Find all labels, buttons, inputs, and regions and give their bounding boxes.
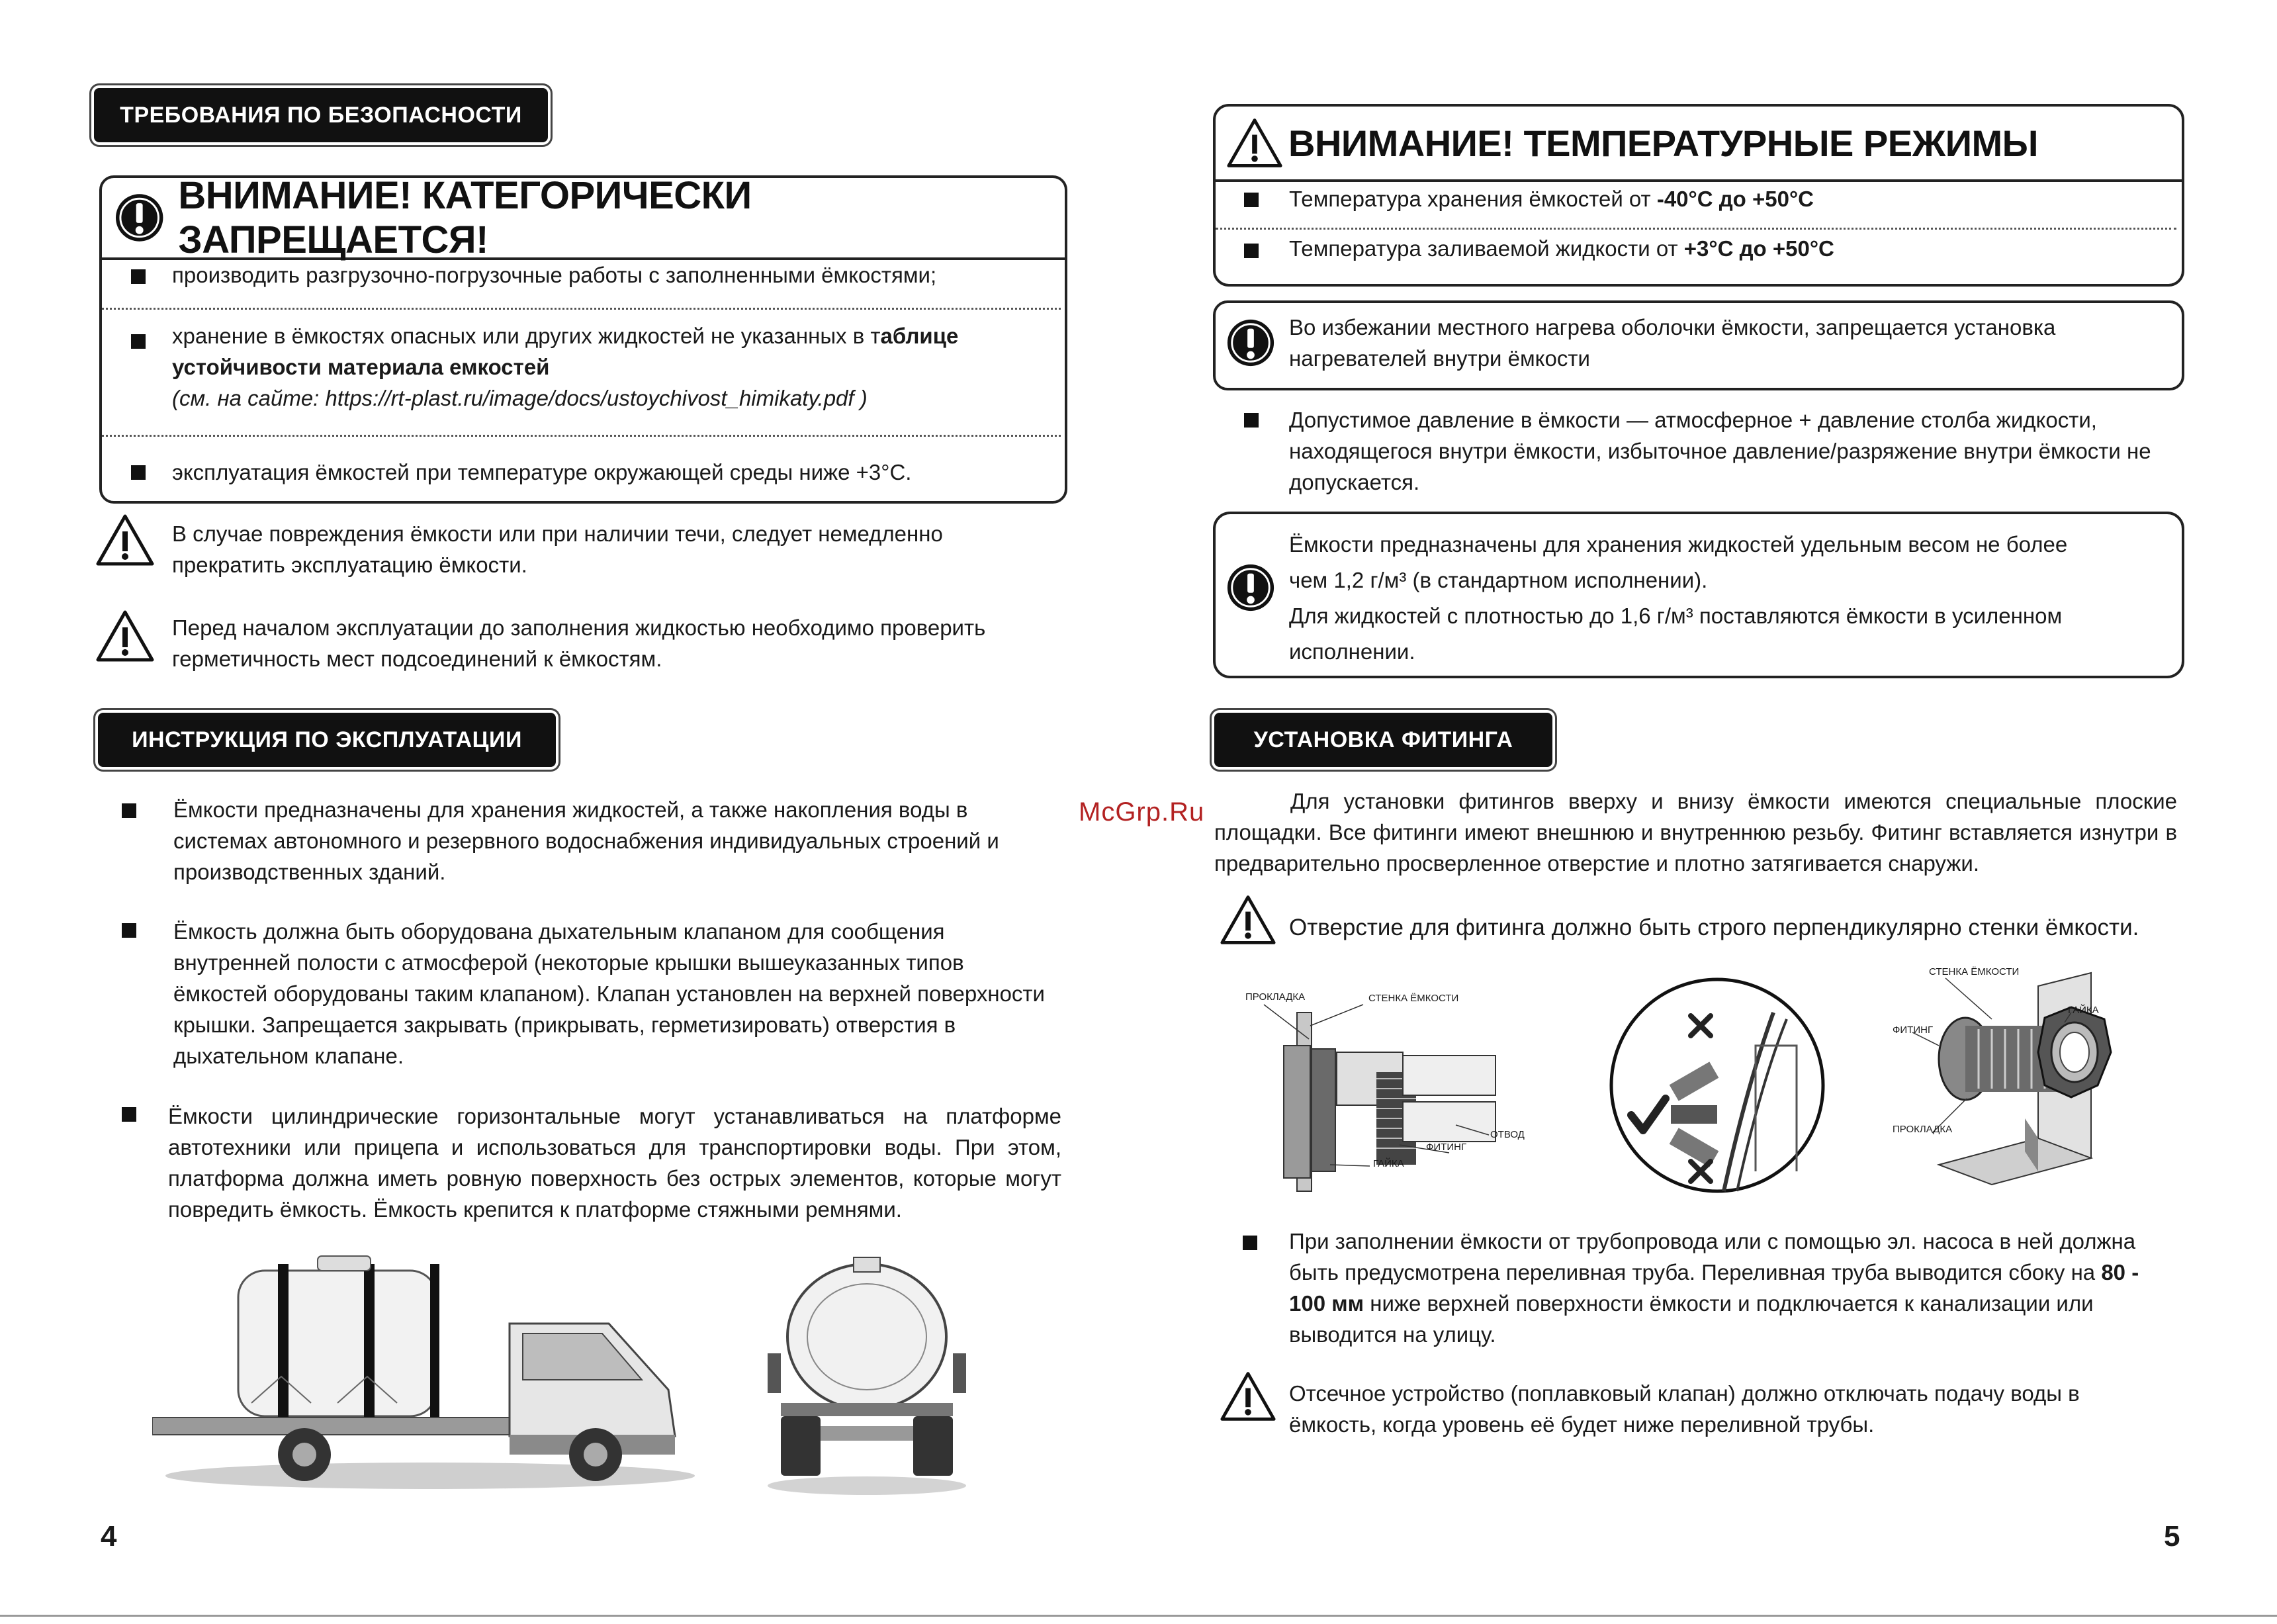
label-tank-wall: СТЕНКА ЁМКОСТИ xyxy=(1929,966,2020,977)
truck-with-tank-illustration xyxy=(152,1244,708,1496)
storage-temperature-value: -40°С до +50°С xyxy=(1656,187,1814,211)
fitting-cross-section-diagram xyxy=(1244,986,1535,1204)
overflow-pipe-text xyxy=(1289,1226,2169,1350)
fitting-section-tab xyxy=(1214,713,1552,767)
warning-triangle-icon xyxy=(1220,1370,1276,1423)
page-number-right: 5 xyxy=(2164,1520,2180,1553)
divider xyxy=(102,435,1061,437)
warning-triangle-icon xyxy=(1220,893,1276,946)
warning-triangle-icon xyxy=(95,513,155,567)
forbidden-item-2 xyxy=(172,320,1052,414)
forbidden-item-2-text: хранение в ёмкостях опасных или других жидкостей не указанных в т xyxy=(172,324,881,348)
fitting-angle-diagram xyxy=(1605,973,1830,1198)
density-line-4: исполнении. xyxy=(1289,639,1415,664)
label-gasket: ПРОКЛАДКА xyxy=(1245,991,1306,1003)
warning-leak-check-text: Перед началом эксплуатации до заполнения жидкостью необходимо проверить герметичность мест подсоединений к ёмкостям. xyxy=(172,615,986,671)
storage-temperature-row xyxy=(1289,183,2163,214)
bullet xyxy=(1244,244,1259,258)
storage-temperature-label: Температура хранения ёмкостей от xyxy=(1289,187,1657,211)
resistance-table-link[interactable]: (см. на сайте: https://rt-plast.ru/image/docs/ustoychivost_himikaty.pdf ) xyxy=(172,386,868,410)
instruction-item-3: Ёмкости цилиндрические горизонтальные могут устанавливаться на платформе автотехники или прицепа и использоваться для транспортировки воды. При этом, платформа должна иметь ровную поверхность без острых элементов, которые могут повредить ёмкость. Ёмкость крепится к платформе стяжными ремнями. xyxy=(168,1104,1061,1222)
divider xyxy=(102,308,1061,310)
bullet xyxy=(131,465,146,480)
heater-warning-text: Во избежании местного нагрева оболочки ёмкости, запрещается установка нагревателей внутри ёмкости xyxy=(1289,315,2056,371)
bullet xyxy=(131,269,146,284)
exclamation-circle-icon xyxy=(114,192,165,244)
fitting-tab-label: УСТАНОВКА ФИТИНГА xyxy=(1253,727,1513,752)
forbidden-item-1: производить разгрузочно-погрузочные работы с заполненными ёмкостями; xyxy=(172,263,937,287)
float-valve-warning-text: Отсечное устройство (поплавковый клапан) должно отключать подачу воды в ёмкость, когда уровень её будет ниже переливной трубы. xyxy=(1289,1381,2080,1437)
overflow-text-end: ниже верхней поверхности ёмкости и подключается к канализации или выводится на улицу. xyxy=(1289,1291,2094,1347)
instruction-item-1: Ёмкости предназначены для хранения жидкостей, а также накопления воды в системах автономного и резервного водоснабжения индивидуальных строений и производственных зданий. xyxy=(173,797,999,884)
bullet xyxy=(1244,193,1259,207)
fitting-paragraph: Для установки фитингов вверху и внизу ёмкости имеются специальные плоские площадки. Все фитинги имеют внешнюю и внутреннюю резьбу. Фитинг вставляется изнутри в предварительно просверленное отверстие и плотно затягивается снаружи. xyxy=(1214,789,2177,876)
temperature-title: ВНИМАНИЕ! ТЕМПЕРАТУРНЫЕ РЕЖИМЫ xyxy=(1288,122,2038,164)
instruction-section-tab xyxy=(98,713,556,767)
exclamation-circle-icon xyxy=(1226,563,1276,613)
safety-tab-label: ТРЕБОВАНИЯ ПО БЕЗОПАСНОСТИ xyxy=(120,102,522,128)
instruction-tab-label: ИНСТРУКЦИЯ ПО ЭКСПЛУАТАЦИИ xyxy=(132,727,522,752)
density-line-1: Ёмкости предназначены для хранения жидкостей удельным весом не более xyxy=(1289,532,2068,557)
exclamation-circle-icon xyxy=(1226,318,1276,368)
liquid-temperature-label: Температура заливаемой жидкости от xyxy=(1289,236,1684,261)
density-line-3: Для жидкостей с плотностью до 1,6 г/м³ поставляются ёмкости в усиленном xyxy=(1289,604,2063,628)
fitting-3d-diagram xyxy=(1893,966,2144,1218)
label-tank-wall: СТЕНКА ЁМКОСТИ xyxy=(1368,993,1459,1004)
bottom-edge-rule xyxy=(0,1615,2277,1617)
density-line-2: чем 1,2 г/м³ (в стандартном исполнении). xyxy=(1289,568,1708,592)
bullet xyxy=(122,923,136,938)
divider xyxy=(1216,228,2176,230)
liquid-temperature-value: +3°С до +50°С xyxy=(1683,236,1834,261)
forbidden-item-2-bold: аблице устойчивости материала емкостей xyxy=(172,324,959,379)
fitting-warning-text: Отверстие для фитинга должно быть строго перпендикулярно стенки ёмкости. xyxy=(1289,915,2139,940)
density-text xyxy=(1289,527,2169,670)
label-outlet: ОТВОД xyxy=(1490,1129,1525,1140)
temperature-header xyxy=(1216,107,2182,182)
bullet xyxy=(1244,413,1259,428)
warning-damage-text: В случае повреждения ёмкости или при наличии течи, следует немедленно прекратить эксплуатацию ёмкости. xyxy=(172,521,943,577)
liquid-temperature-row xyxy=(1289,233,2163,264)
overflow-text-start: При заполнении ёмкости от трубопровода или с помощью эл. насоса в ней должна быть предусмотрена переливная труба. Переливная труба выводится сбоку на xyxy=(1289,1229,2136,1285)
instruction-item-2: Ёмкость должна быть оборудована дыхательным клапаном для сообщения внутренней полости с атмосферой (некоторые крышки вышеуказанных типов ёмкостей оборудованы таким клапаном). Клапан установлен на верхней поверхности крышки. Запрещается закрывать (прикрывать, герметизировать) отверстия в дыхательном клапане. xyxy=(173,919,1045,1068)
bullet xyxy=(122,1107,136,1122)
label-nut: ГАЙКА xyxy=(2068,1005,2099,1016)
warning-triangle-icon xyxy=(95,609,155,663)
forbidden-header xyxy=(102,174,1065,261)
bullet xyxy=(122,803,136,818)
label-nut: ГАЙКА xyxy=(1373,1158,1404,1169)
bullet xyxy=(131,334,146,349)
label-fitting: ФИТИНГ xyxy=(1426,1142,1467,1153)
bullet xyxy=(1243,1236,1257,1250)
warning-triangle-icon xyxy=(1226,116,1283,169)
overflow-distance: 80 - 100 мм xyxy=(1289,1260,2139,1316)
forbidden-item-3: эксплуатация ёмкостей при температуре окружающей среды ниже +3°С. xyxy=(172,460,912,484)
forbidden-title: ВНИМАНИЕ! КАТЕГОРИЧЕСКИ ЗАПРЕЩАЕТСЯ! xyxy=(178,174,752,261)
label-fitting: ФИТИНГ xyxy=(1893,1024,1934,1036)
watermark: McGrp.Ru xyxy=(1079,797,1205,827)
label-gasket: ПРОКЛАДКА xyxy=(1893,1124,1953,1135)
page-number-left: 4 xyxy=(101,1520,117,1553)
truck-rear-view-illustration xyxy=(754,1254,979,1499)
safety-section-tab xyxy=(94,88,548,142)
pressure-text: Допустимое давление в ёмкости — атмосферное + давление столба жидкости, находящегося внутри ёмкости, избыточное давление/разряжение внутри ёмкости не допускается. xyxy=(1289,408,2151,494)
